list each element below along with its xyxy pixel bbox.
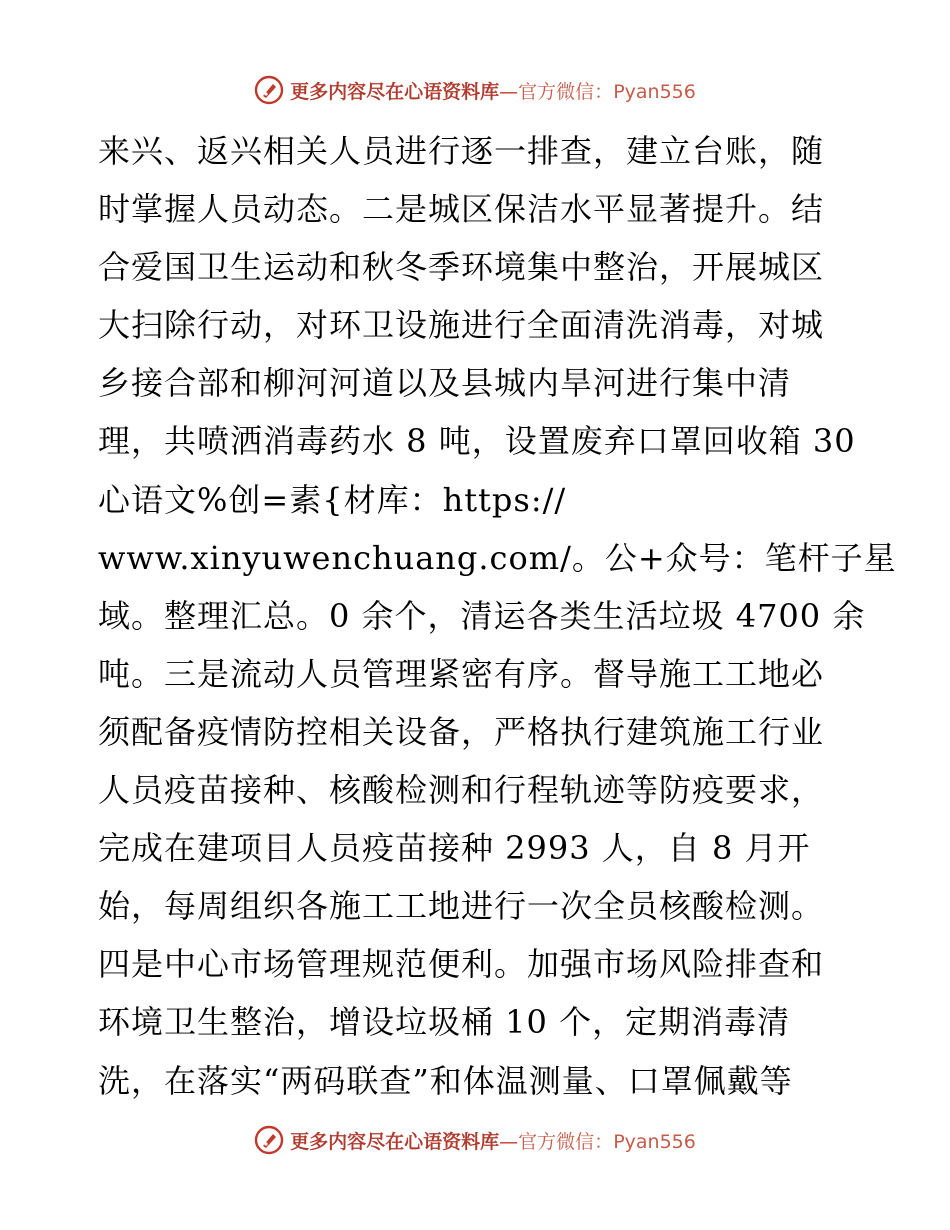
body-line: 来兴、返兴相关人员进行逐一排查，建立台账，随 [98, 132, 825, 170]
banner-wechat-label: 官方微信： [518, 1130, 614, 1153]
banner-wechat-id: Pyan556 [613, 1130, 696, 1153]
body-line: 理，共喷洒消毒药水 8 吨，设置废弃口罩回收箱 30 [98, 422, 856, 461]
body-line: www.xinyuwenchuang.com/。公+众号：笔杆子星 [98, 538, 897, 577]
header-banner [0, 70, 950, 110]
body-line: 域。整理汇总。0 余个，清运各类生活垃圾 4700 余 [98, 596, 866, 635]
document-body [98, 122, 897, 1110]
banner-dash: — [499, 1130, 519, 1153]
body-line: 完成在建项目人员疫苗接种 2993 人，自 8 月开 [98, 829, 811, 868]
body-line: 心语文%创=素{材库：https:// [98, 480, 567, 519]
banner-dash: — [499, 80, 519, 103]
banner-wechat-id: Pyan556 [613, 80, 696, 103]
footer-banner [0, 1120, 950, 1160]
banner-brand: 更多内容尽在心语资料库 [290, 1130, 500, 1153]
body-line: 始，每周组织各施工工地进行一次全员核酸检测。 [98, 887, 825, 926]
pen-nib-logo-icon [254, 1125, 284, 1155]
body-line: 合爱国卫生运动和秋冬季环境集中整治，开展城区 [98, 248, 825, 287]
body-line: 四是中心市场管理规范便利。加强市场风险排查和 [98, 945, 825, 984]
body-line: 洗，在落实“两码联查”和体温测量、口罩佩戴等 [98, 1061, 793, 1100]
body-line: 吨。三是流动人员管理紧密有序。督导施工工地必 [98, 654, 825, 693]
body-line: 人员疫苗接种、核酸检测和行程轨迹等防疫要求， [98, 771, 825, 810]
body-line: 须配备疫情防控相关设备，严格执行建筑施工行业 [98, 712, 825, 751]
body-line: 大扫除行动，对环卫设施进行全面清洗消毒，对城 [98, 306, 825, 345]
banner-text [290, 1127, 696, 1154]
banner-wechat-label: 官方微信： [518, 80, 614, 103]
body-line: 时掌握人员动态。二是城区保洁水平显著提升。结 [98, 190, 825, 229]
banner-text [290, 77, 696, 104]
banner-brand: 更多内容尽在心语资料库 [290, 80, 500, 103]
pen-nib-logo-icon [254, 75, 284, 105]
body-line: 环境卫生整治，增设垃圾桶 10 个，定期消毒清 [98, 1003, 791, 1042]
body-line: 乡接合部和柳河河道以及县城内旱河进行集中清 [98, 364, 792, 403]
